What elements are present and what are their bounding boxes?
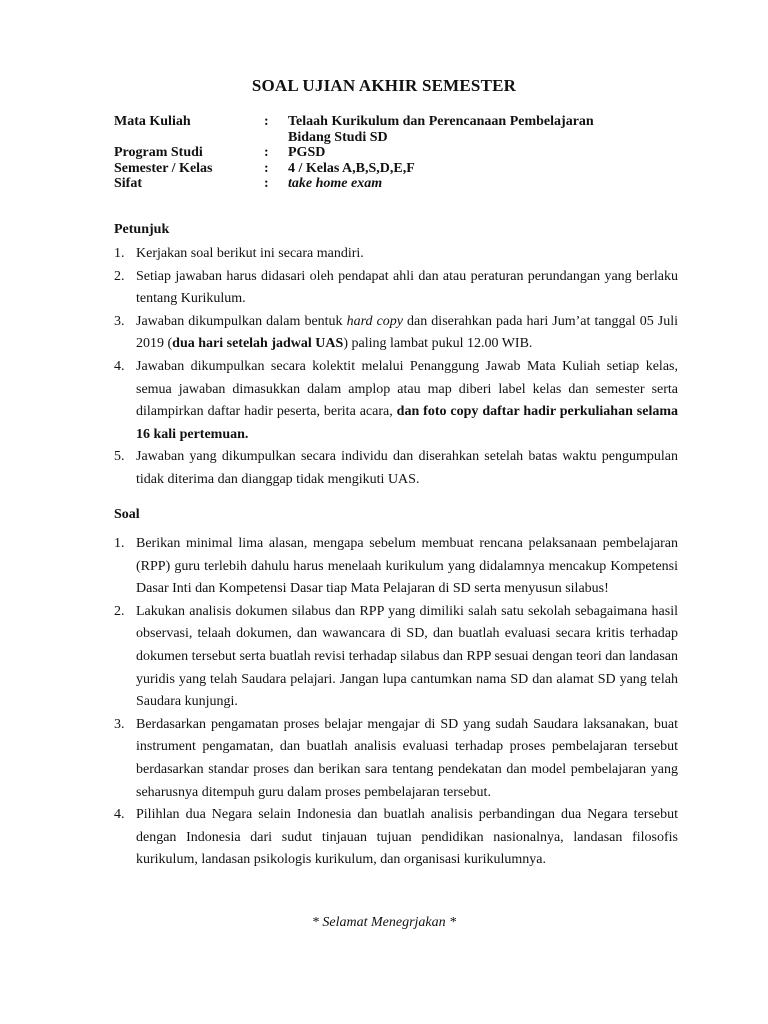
item-number: 3. [114, 716, 125, 732]
item-text: Setiap jawaban harus didasari oleh pendapat ahli dan atau peraturan perundangan yang berlaku tentang Kurikulum. [136, 268, 678, 307]
list-item [114, 446, 678, 491]
list-item [114, 311, 678, 356]
closing-note: * Selamat Menegrjakan * [311, 915, 457, 930]
item-text: Pilihlan dua Negara selain Indonesia dan buatlah analisis perbandingan dua Negara tersebut dengan Indonesia dari sudut tinjauan tujuan pendidikan nasionalnya, landasan filosofis kurikulum, landasan psikologis kurikulum, dan organisasi kurikulumnya. [136, 807, 678, 868]
item-number: 4. [114, 807, 125, 823]
item-text-italic: hard copy [346, 313, 403, 329]
course-info [114, 114, 694, 192]
item-text: Jawaban dikumpulkan secara kolektit melalui Penanggung Jawab Mata Kuliah setiap kelas, semua jawaban dimasukkan dalam amplop atau map diberi label kelas dan semester serta dilampirkan daftar hadir peserta, berita acara, [136, 358, 678, 420]
info-value: 4 / Kelas A,B,S,D,E,F [288, 160, 415, 176]
info-value [288, 114, 694, 145]
info-value: take home exam [288, 176, 383, 191]
item-number: 1. [114, 246, 125, 261]
item-number: 1. [114, 536, 125, 551]
instructions-list [114, 243, 678, 492]
info-colon: : [264, 145, 269, 160]
item-number: 4. [114, 358, 125, 374]
item-text: Jawaban yang dikumpulkan secara individu dan diserahkan setelah batas waktu pengumpulan tidak diterima dan dianggap tidak mengikuti UAS. [136, 449, 678, 487]
list-item [114, 804, 678, 872]
info-value-line1: Telaah Kurikulum dan Perencanaan Pembelajaran [288, 114, 594, 129]
item-text-bold: dan foto copy daftar hadir perkuliahan selama 16 kali pertemuan. [136, 404, 678, 442]
item-text: ) paling lambat pukul 12.00 WIB. [343, 336, 533, 352]
info-colon: : [264, 176, 269, 191]
item-number: 2. [114, 268, 125, 284]
questions-heading: Soal [114, 507, 140, 522]
item-text: Kerjakan soal berikut ini secara mandiri. [136, 246, 364, 261]
list-item [114, 266, 678, 311]
info-colon: : [264, 160, 269, 176]
list-item [114, 356, 678, 446]
info-row-program [114, 145, 694, 161]
list-item [114, 243, 678, 266]
info-label: Sifat [114, 176, 142, 191]
item-text: Berikan minimal lima alasan, mengapa sebelum membuat rencana pelaksanaan pembelajaran (RPP) guru terlebih dahulu harus menelaah kurikulum yang didalamnya mencakup Kompetensi Dasar Inti dan Kompetensi Dasar tiap Mata Pelajaran di SD serta menyusun silabus! [136, 536, 678, 597]
info-label: Semester / Kelas [114, 160, 213, 176]
info-row-nature [114, 176, 694, 192]
questions-list [114, 533, 678, 872]
list-item [114, 533, 678, 601]
info-colon: : [264, 114, 269, 129]
list-item [114, 601, 678, 714]
list-item [114, 714, 678, 804]
item-text: dan diserahkan pada hari Jum’at tanggal 05 Juli 2019 ( [136, 313, 678, 352]
item-text: Lakukan analisis dokumen silabus dan RPP yang dimiliki salah satu sekolah sebagaimana hasil observasi, telaah dokumen, dan wawancara di SD, dan buatlah evaluasi secara kritis terhadap dokumen tersebut serta buatlah revisi terhadap silabus dan RPP sesuai dengan teori dan landasan yuridis yang telah Saudara pelajari. Jangan lupa cantumkan nama SD dan alamat SD yang telah Saudara kunjungi. [136, 603, 678, 710]
info-row-course [114, 114, 694, 145]
item-number: 3. [114, 313, 125, 329]
info-row-semester [114, 161, 694, 177]
item-text-bold: dua hari setelah jadwal UAS [172, 336, 344, 352]
info-value: PGSD [288, 145, 326, 160]
info-label: Program Studi [114, 145, 203, 160]
info-value-line2: Bidang Studi SD [288, 129, 388, 145]
instructions-heading: Petunjuk [114, 222, 170, 237]
page-title: SOAL UJIAN AKHIR SEMESTER [251, 76, 517, 95]
item-number: 5. [114, 449, 125, 465]
item-text: Berdasarkan pengamatan proses belajar mengajar di SD yang sudah Saudara laksanakan, buat instrument pengamatan, dan buatlah analisis evaluasi terhadap proses pembelajaran tersebut berdasarkan standar proses dan berikan sara tentang pendekatan dan model pembelajaran yang seharusnya ditempuh guru dalam proses pembelajaran tersebut. [136, 716, 678, 800]
item-text: Jawaban dikumpulkan dalam bentuk [136, 313, 347, 329]
info-label: Mata Kuliah [114, 114, 191, 129]
item-number: 2. [114, 603, 125, 619]
